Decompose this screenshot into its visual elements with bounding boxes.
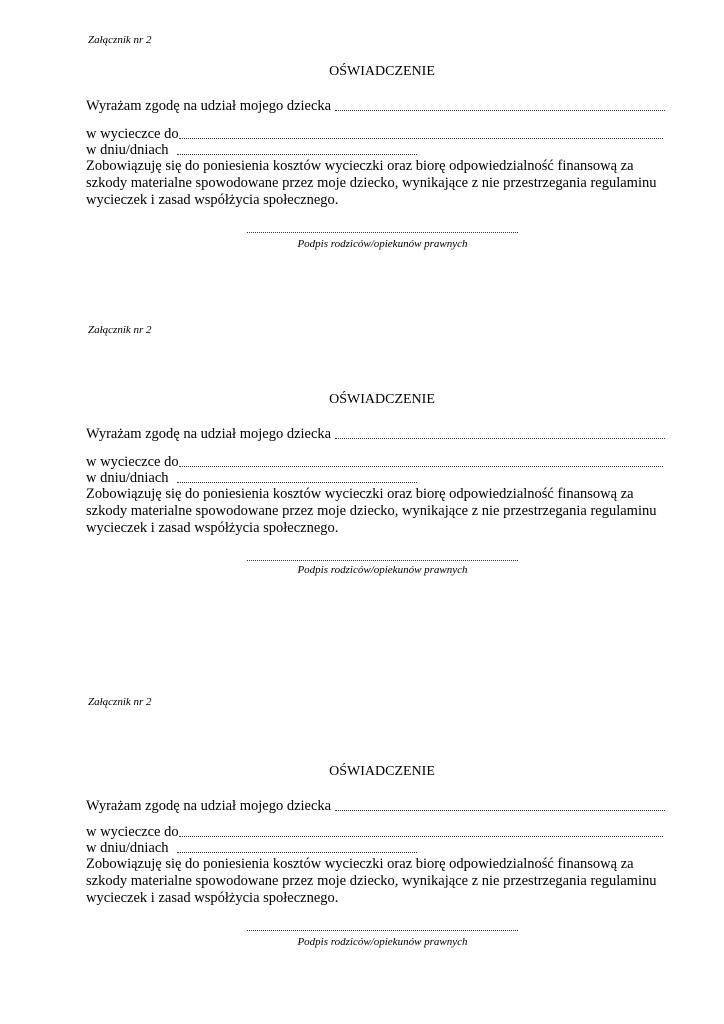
trip-destination-field[interactable]: [179, 138, 663, 139]
trip-destination-field[interactable]: [179, 836, 663, 837]
consent-line: [86, 98, 665, 114]
trip-label: w wycieczce do: [86, 824, 179, 840]
days-label: w dniu/dniach: [86, 142, 169, 158]
trip-destination-field[interactable]: [179, 466, 663, 467]
days-label: w dniu/dniach: [86, 840, 169, 856]
child-name-field[interactable]: [335, 438, 665, 439]
signature-field[interactable]: [247, 560, 518, 561]
obligation-text: [86, 856, 686, 907]
signature-caption: Podpis rodziców/opiekunów prawnych: [297, 936, 468, 948]
consent-label: Wyrażam zgodę na udział mojego dziecka: [86, 98, 332, 114]
consent-form-1: [0, 0, 724, 250]
attachment-label: Załącznik nr 2: [88, 696, 152, 708]
obligation-line: szkody materialne spowodowane przez moje dziecko, wynikające z nie przestrzegania regulaminu: [86, 175, 657, 191]
obligation-line: Zobowiązuję się do poniesienia kosztów wycieczki oraz biorę odpowiedzialność finansową za: [86, 486, 634, 502]
signature-field[interactable]: [247, 232, 518, 233]
trip-dates-field[interactable]: [177, 154, 417, 155]
consent-form-3: [0, 696, 724, 948]
obligation-line: Zobowiązuję się do poniesienia kosztów wycieczki oraz biorę odpowiedzialność finansową za: [86, 856, 634, 872]
signature-caption: Podpis rodziców/opiekunów prawnych: [297, 564, 468, 576]
form-title: OŚWIADCZENIE: [329, 64, 435, 79]
form-title: OŚWIADCZENIE: [329, 392, 435, 407]
consent-line: [86, 798, 665, 814]
consent-label: Wyrażam zgodę na udział mojego dziecka: [86, 426, 332, 442]
trip-dates-field[interactable]: [177, 852, 417, 853]
trip-dates-field[interactable]: [177, 482, 417, 483]
days-line: [86, 840, 417, 856]
consent-line: [86, 426, 665, 442]
obligation-text: [86, 158, 686, 209]
form-title: OŚWIADCZENIE: [329, 764, 435, 779]
attachment-label: Załącznik nr 2: [88, 324, 152, 336]
obligation-text: [86, 486, 686, 537]
signature-field[interactable]: [247, 930, 518, 931]
days-label: w dniu/dniach: [86, 470, 169, 486]
obligation-line: wycieczek i zasad współżycia społecznego.: [86, 520, 339, 536]
trip-label: w wycieczce do: [86, 126, 179, 142]
trip-line: [86, 824, 663, 840]
obligation-line: wycieczek i zasad współżycia społecznego.: [86, 192, 339, 208]
signature-caption: Podpis rodziców/opiekunów prawnych: [297, 238, 468, 250]
obligation-line: szkody materialne spowodowane przez moje dziecko, wynikające z nie przestrzegania regulaminu: [86, 503, 657, 519]
trip-label: w wycieczce do: [86, 454, 179, 470]
trip-line: [86, 126, 663, 142]
days-line: [86, 470, 417, 486]
obligation-line: wycieczek i zasad współżycia społecznego.: [86, 890, 339, 906]
child-name-field[interactable]: [335, 810, 665, 811]
obligation-line: Zobowiązuję się do poniesienia kosztów wycieczki oraz biorę odpowiedzialność finansową za: [86, 158, 634, 174]
obligation-line: szkody materialne spowodowane przez moje dziecko, wynikające z nie przestrzegania regulaminu: [86, 873, 657, 889]
child-name-field[interactable]: [335, 110, 665, 111]
days-line: [86, 142, 417, 158]
consent-label: Wyrażam zgodę na udział mojego dziecka: [86, 798, 332, 814]
trip-line: [86, 454, 663, 470]
attachment-label: Załącznik nr 2: [88, 34, 152, 46]
consent-form-2: [0, 324, 724, 576]
